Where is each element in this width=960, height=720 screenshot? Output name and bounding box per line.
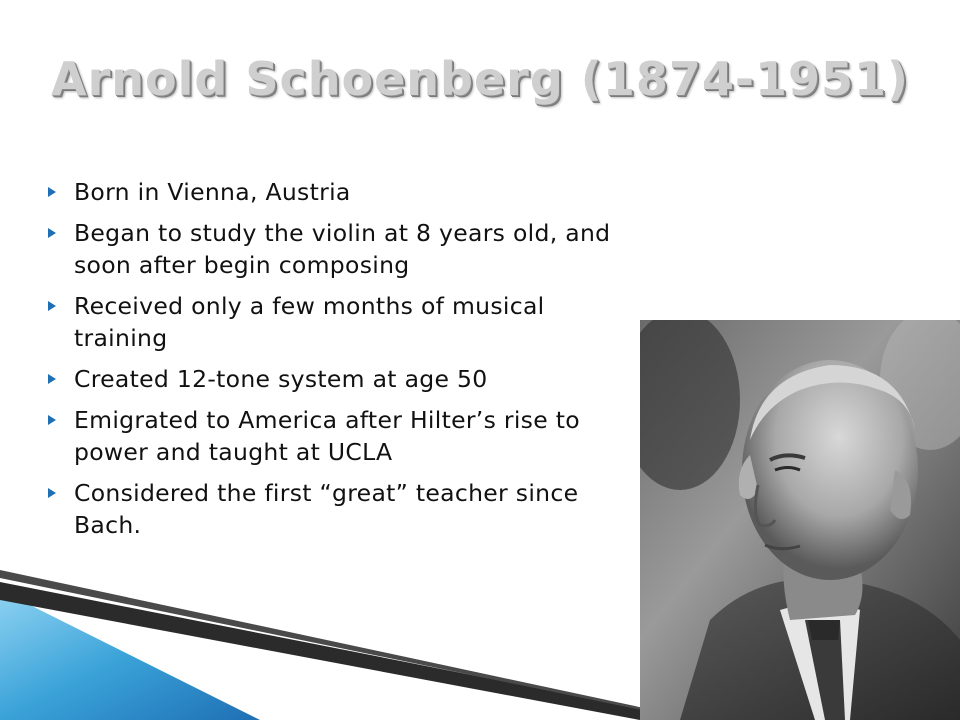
bullet-text: Considered the first “great” teacher since Bach. — [74, 479, 579, 539]
bullet-item — [46, 176, 666, 208]
slide-title: Arnold Schoenberg (1874-1951) — [51, 52, 909, 106]
bullet-list — [46, 176, 666, 550]
bullet-text: Emigrated to America after Hilter’s rise to power and taught at UCLA — [74, 406, 580, 466]
bullet-item — [46, 477, 666, 541]
bullet-text: Born in Vienna, Austria — [74, 178, 351, 206]
bullet-item — [46, 404, 666, 468]
bullet-item — [46, 217, 666, 281]
bullet-item — [46, 363, 666, 395]
triangle-bullet-icon — [48, 228, 56, 238]
bullet-item — [46, 290, 666, 354]
triangle-bullet-icon — [48, 187, 56, 197]
bullet-text: Began to study the violin at 8 years old, and soon after begin composing — [74, 219, 611, 279]
bullet-text: Received only a few months of musical training — [74, 292, 545, 352]
triangle-bullet-icon — [48, 415, 56, 425]
portrait-image — [640, 320, 960, 720]
triangle-bullet-icon — [48, 374, 56, 384]
triangle-bullet-icon — [48, 301, 56, 311]
bullet-text: Created 12-tone system at age 50 — [74, 365, 488, 393]
portrait-photo — [640, 320, 960, 720]
decorative-swoosh — [0, 560, 700, 720]
triangle-bullet-icon — [48, 488, 56, 498]
